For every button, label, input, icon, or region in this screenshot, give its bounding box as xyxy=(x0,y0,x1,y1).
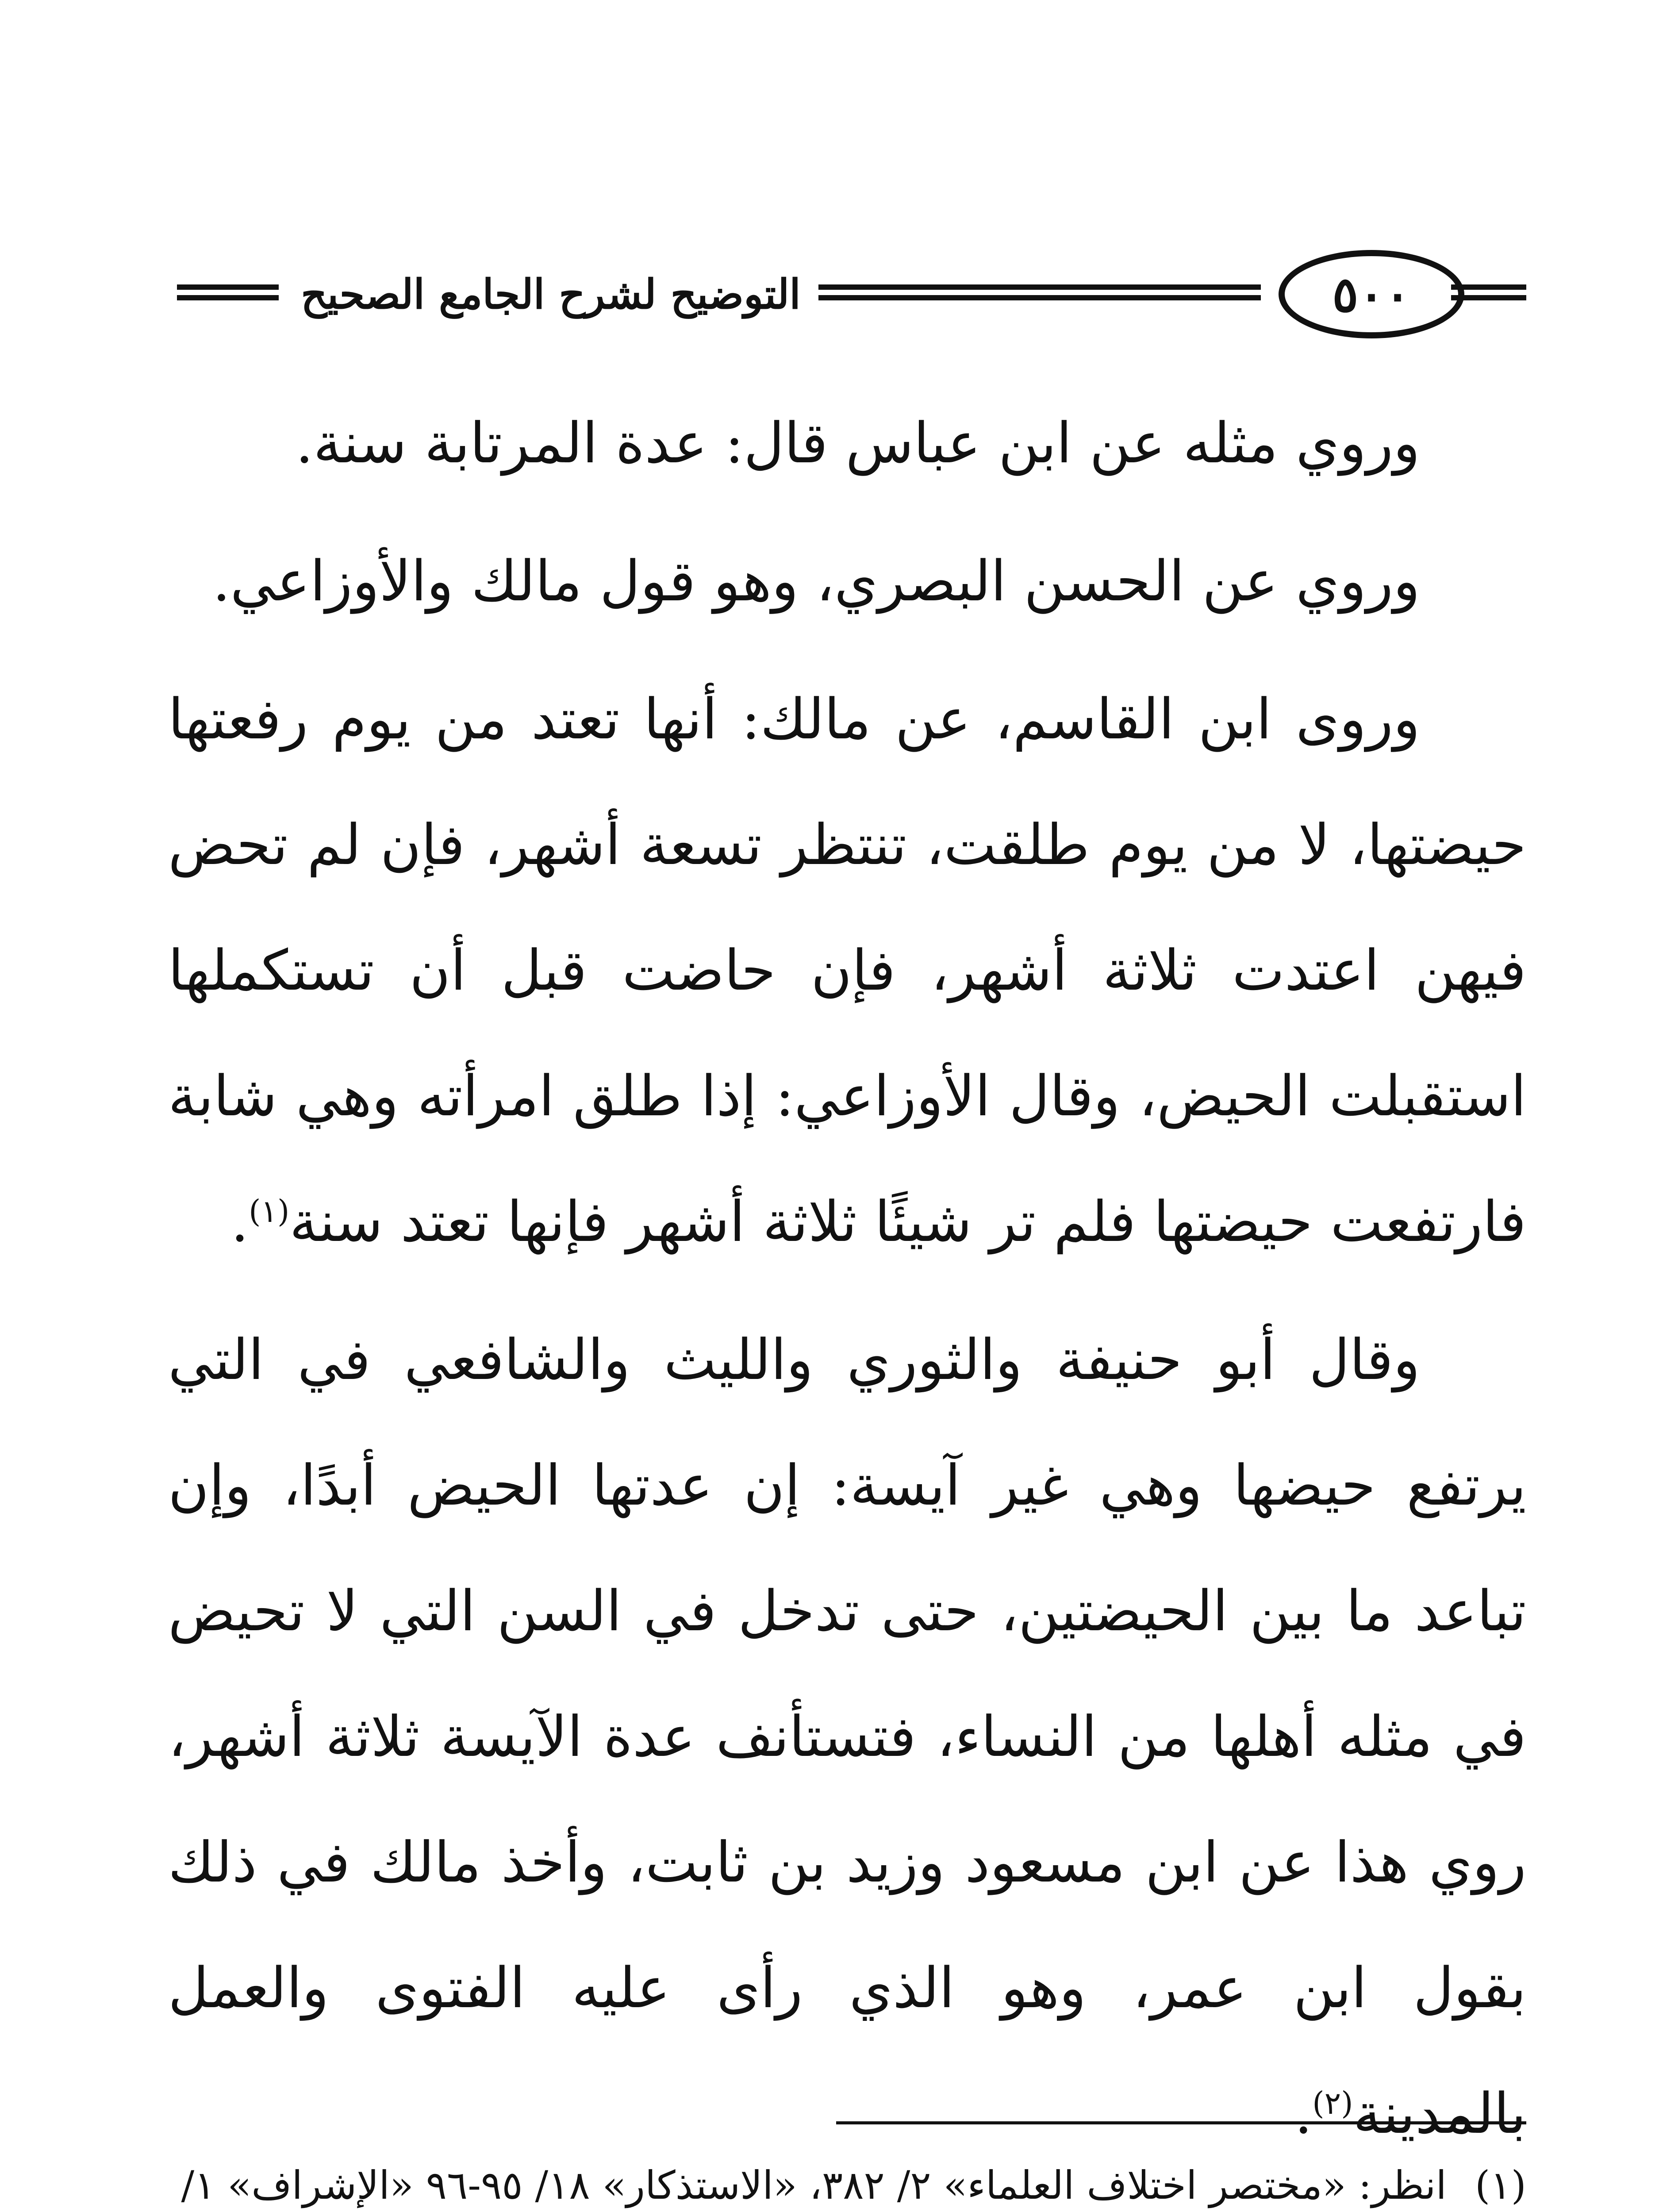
paragraph-4 xyxy=(168,1297,1526,2177)
paragraph-4-text: وقال أبو حنيفة والثوري والليث والشافعي في التي يرتفع حيضها وهي غير آيسة: إن عدتها الحيض أبدًا، وإن تباعد ما بين الحيضتين، حتى تدخل في السن التي لا تحيض في مثله أهلها من النساء، فتستأنف عدة الآيسة ثلاثة أشهر، روي هذا عن ابن مسعود وزيد بن ثابت، وأخذ مالك في ذلك بقول ابن عمر، وهو الذي رأى عليه الفتوى والعمل بالمدينة xyxy=(168,1327,1526,2146)
footnote-ref-1: (١) xyxy=(249,1193,290,1229)
paragraph-3-end: . xyxy=(231,1189,249,1254)
page-number-oval xyxy=(1279,250,1464,338)
main-text xyxy=(168,380,1526,2212)
paragraph-4-end: . xyxy=(1294,2081,1313,2146)
page-header xyxy=(177,246,1526,352)
paragraph-1: وروي مثله عن ابن عباس قال: عدة المرتابة سنة. xyxy=(296,411,1420,476)
footnote-separator xyxy=(836,2121,1526,2124)
running-title: التوضيح لشرح الجامع الصحيح xyxy=(301,270,801,318)
footnote-1 xyxy=(168,2146,1526,2212)
page-number: ٥٠٠ xyxy=(1332,265,1411,323)
header-rule-right xyxy=(1451,284,1526,300)
paragraph-3 xyxy=(168,657,1526,1285)
footnote-1-number: (١) xyxy=(1475,2162,1526,2208)
header-rule-left xyxy=(177,284,279,300)
footnote-ref-2: (٢) xyxy=(1312,2085,1353,2121)
paragraph-2: وروي عن الحسن البصري، وهو قول مالك والأوزاعي. xyxy=(212,549,1420,614)
footnote-1-text: انظر: «مختصر اختلاف العلماء» ٢/ ٣٨٢، «الاستذكار» ١٨/ ٩٥-٩٦ «الإشراف» ١/ xyxy=(181,2162,1447,2208)
paragraph-3-text: وروى ابن القاسم، عن مالك: أنها تعتد من يوم رفعتها حيضتها، لا من يوم طلقت، تنتظر تسعة أشهر، فإن لم تحض فيهن اعتدت ثلاثة أشهر، فإن حاضت قبل أن تستكملها استقبلت الحيض، وقال الأوزاعي: إذا طلق امرأته وهي شابة فارتفعت حيضتها فلم تر شيئًا ثلاثة أشهر فإنها تعتد سنة xyxy=(168,687,1526,1254)
footnotes xyxy=(168,2146,1526,2212)
header-rule-middle xyxy=(818,284,1261,300)
